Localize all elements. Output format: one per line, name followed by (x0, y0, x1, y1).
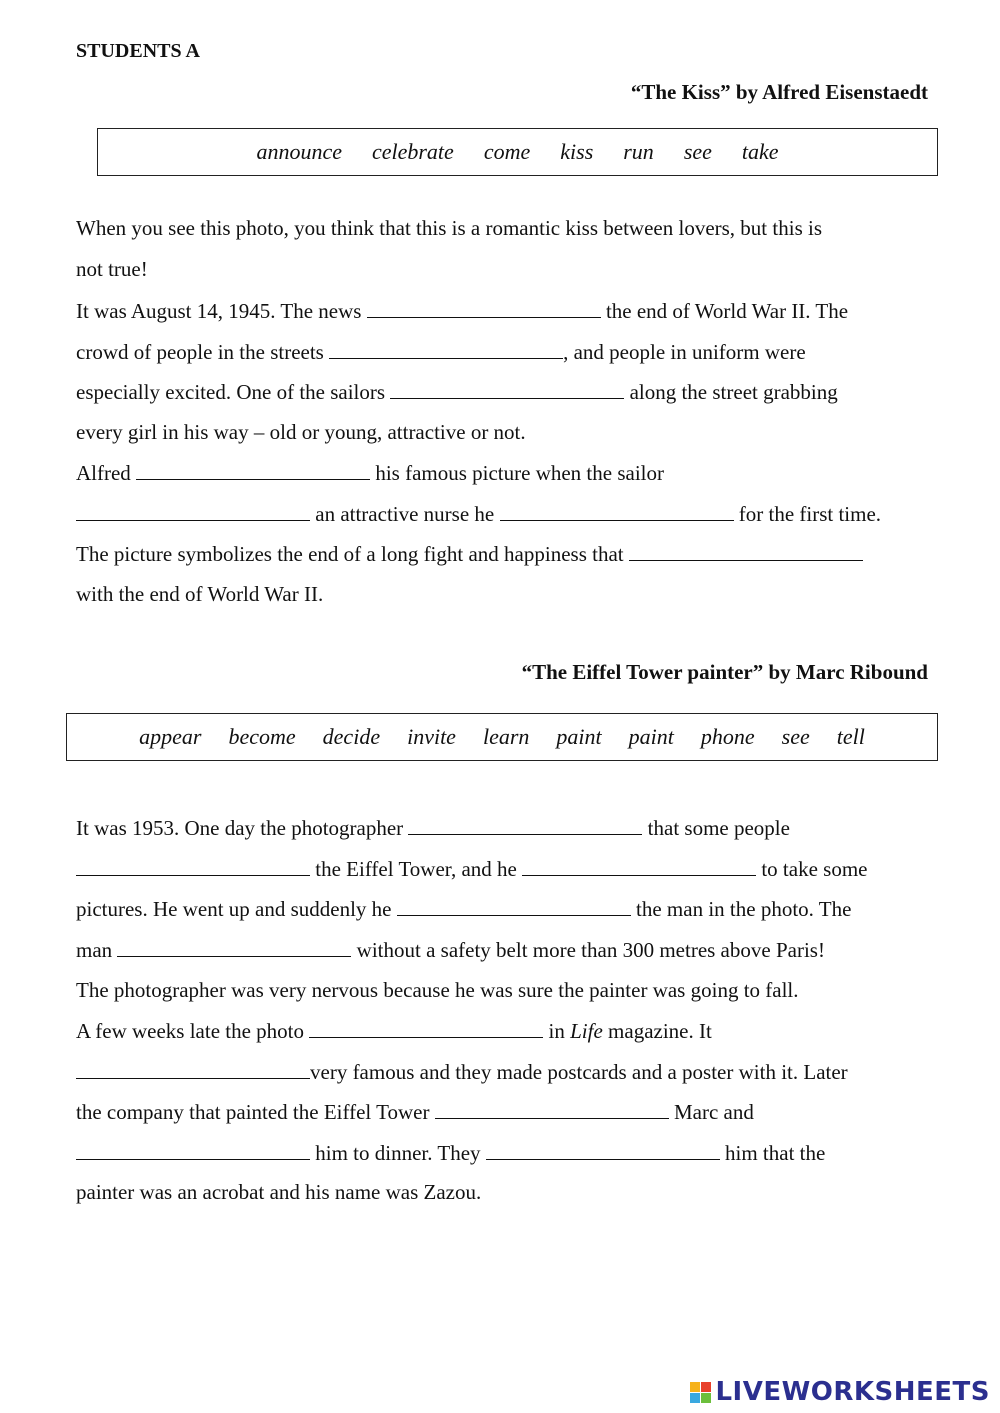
text-line (76, 895, 851, 922)
text-line (76, 814, 790, 841)
word-bank-item: decide (322, 724, 381, 749)
text-segment: Marc and (668, 1100, 754, 1124)
answer-blank[interactable] (408, 814, 642, 835)
answer-blank[interactable] (309, 1017, 543, 1038)
answer-blank[interactable] (486, 1139, 720, 1160)
text-segment: painter was an acrobat and his name was Zazou. (76, 1180, 482, 1204)
section2-title: “The Eiffel Tower painter” by Marc Ribound (521, 660, 928, 684)
text-line (76, 1017, 712, 1044)
text-segment: without a safety belt more than 300 metres above Paris! (351, 938, 825, 962)
text-segment: the Eiffel Tower, and he (310, 857, 523, 881)
text-line (76, 419, 526, 445)
text-line (76, 1098, 754, 1125)
text-line (76, 581, 323, 607)
text-segment: pictures. He went up and suddenly he (76, 897, 397, 921)
word-bank-item: see (781, 724, 810, 749)
text-segment: his famous picture when the sailor (370, 461, 664, 485)
word-bank-list (256, 139, 778, 165)
text-segment: magazine. It (602, 1019, 712, 1043)
page-heading: STUDENTS A (76, 40, 200, 62)
text-segment: When you see this photo, you think that this is a romantic kiss between lovers, but this is (76, 216, 822, 240)
word-bank-item: paint (556, 724, 602, 749)
answer-blank[interactable] (329, 338, 563, 359)
text-segment: an attractive nurse he (310, 502, 500, 526)
text-line (76, 1179, 481, 1205)
answer-blank[interactable] (629, 540, 863, 561)
text-segment: him that the (719, 1141, 826, 1165)
text-segment: crowd of people in the streets (76, 340, 330, 364)
word-bank-item: run (623, 139, 654, 164)
word-bank-item: announce (256, 139, 342, 164)
logo-icon (690, 1382, 711, 1403)
text-segment: It was 1953. One day the photographer (76, 816, 409, 840)
text-segment: every girl in his way – old or young, attractive or not. (76, 420, 526, 444)
text-segment: in (543, 1019, 571, 1043)
text-line (76, 1139, 825, 1166)
answer-blank[interactable] (117, 936, 351, 957)
text-segment: The picture symbolizes the end of a long fight and happiness that (76, 542, 629, 566)
liveworksheets-logo (690, 1377, 990, 1407)
answer-blank[interactable] (76, 855, 310, 876)
text-segment: for the first time. (733, 502, 882, 526)
italic-text: Life (570, 1019, 603, 1043)
word-bank-item: paint (628, 724, 674, 749)
text-line (76, 936, 825, 963)
section1-title: “The Kiss” by Alfred Eisenstaedt (630, 80, 928, 104)
text-segment: the company that painted the Eiffel Tower (76, 1100, 435, 1124)
word-bank-item: invite (407, 724, 456, 749)
word-bank-item: tell (836, 724, 865, 749)
answer-blank[interactable] (136, 459, 370, 480)
word-bank-item: kiss (560, 139, 594, 164)
section1-word-bank (97, 128, 938, 176)
logo-text: LIVEWORKSHEETS (715, 1377, 990, 1407)
answer-blank[interactable] (397, 895, 631, 916)
text-segment: Alfred (76, 461, 137, 485)
answer-blank[interactable] (76, 500, 310, 521)
text-segment: to take some (756, 857, 868, 881)
text-segment: especially excited. One of the sailors (76, 380, 391, 404)
text-line (76, 378, 838, 405)
text-segment: along the street grabbing (624, 380, 838, 404)
word-bank-item: appear (139, 724, 202, 749)
text-segment: The photographer was very nervous because he was sure the painter was going to fall. (76, 978, 799, 1002)
text-segment: not true! (76, 257, 148, 281)
section2-word-bank (66, 713, 938, 761)
text-line (76, 297, 848, 324)
text-segment: with the end of World War II. (76, 582, 324, 606)
text-line (76, 215, 822, 241)
word-bank-item: become (228, 724, 296, 749)
text-segment: very famous and they made postcards and a poster with it. Later (310, 1060, 848, 1084)
word-bank-list (139, 724, 865, 750)
text-segment: A few weeks late the photo (76, 1019, 310, 1043)
answer-blank[interactable] (435, 1098, 669, 1119)
text-line (76, 977, 799, 1003)
text-segment: It was August 14, 1945. The news (76, 299, 367, 323)
text-segment: , and people in uniform were (563, 340, 806, 364)
text-segment: the man in the photo. The (630, 897, 852, 921)
answer-blank[interactable] (500, 500, 734, 521)
text-line (76, 338, 806, 365)
word-bank-item: take (741, 139, 779, 164)
answer-blank[interactable] (367, 297, 601, 318)
answer-blank[interactable] (390, 378, 624, 399)
answer-blank[interactable] (522, 855, 756, 876)
text-line (76, 500, 881, 527)
word-bank-item: celebrate (371, 139, 454, 164)
text-line (76, 1058, 848, 1085)
word-bank-item: phone (700, 724, 755, 749)
answer-blank[interactable] (76, 1139, 310, 1160)
word-bank-item: come (483, 139, 531, 164)
text-segment: that some people (642, 816, 790, 840)
text-line (76, 256, 148, 282)
text-line (76, 540, 863, 567)
answer-blank[interactable] (76, 1058, 310, 1079)
text-segment: the end of World War II. The (600, 299, 849, 323)
word-bank-item: see (683, 139, 712, 164)
text-segment: man (76, 938, 118, 962)
text-line (76, 855, 867, 882)
text-segment: him to dinner. They (310, 1141, 486, 1165)
text-line (76, 459, 664, 486)
word-bank-item: learn (482, 724, 530, 749)
